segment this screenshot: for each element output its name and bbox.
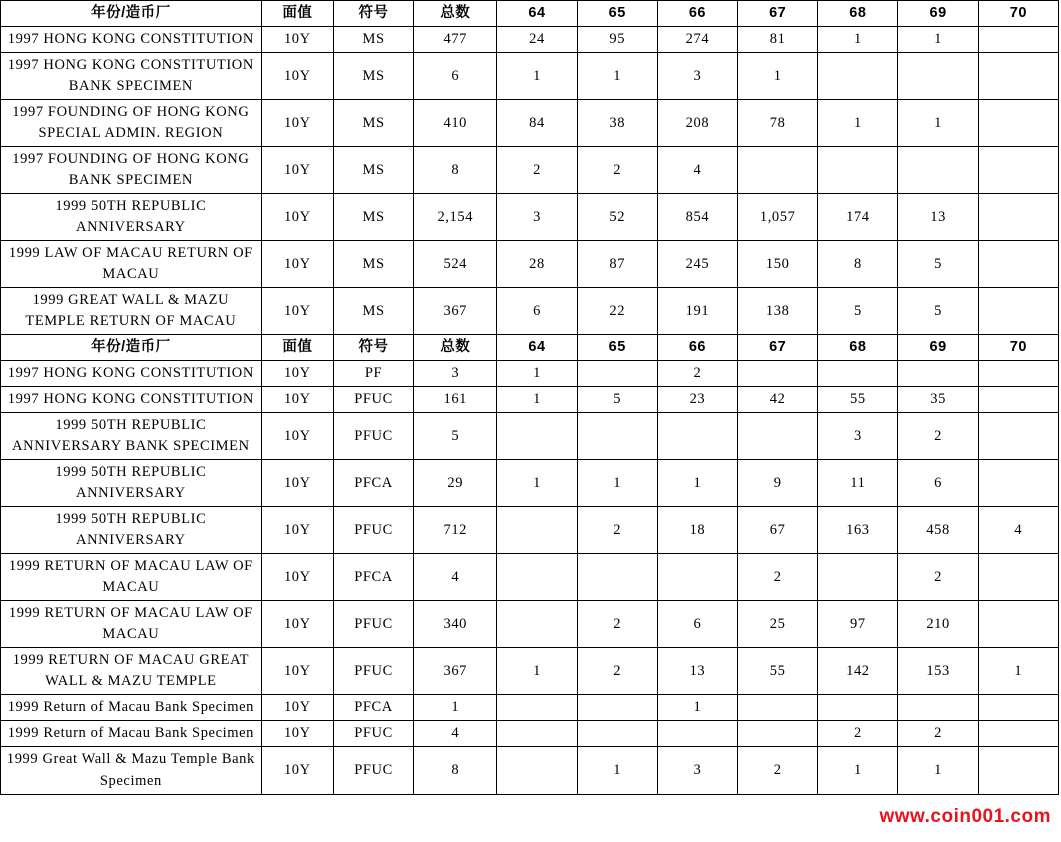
column-header-5: 65 bbox=[577, 335, 657, 361]
cell-value-10 bbox=[978, 695, 1058, 721]
cell-value-5 bbox=[577, 554, 657, 601]
cell-value-6: 1 bbox=[657, 460, 737, 507]
cell-value-4: 28 bbox=[497, 241, 577, 288]
cell-value-6: 6 bbox=[657, 601, 737, 648]
cell-value-7: 2 bbox=[738, 747, 818, 794]
cell-value-2: MS bbox=[333, 194, 413, 241]
cell-value-5: 2 bbox=[577, 147, 657, 194]
cell-value-6 bbox=[657, 413, 737, 460]
cell-value-7: 138 bbox=[738, 288, 818, 335]
column-header-3: 总数 bbox=[414, 335, 497, 361]
cell-value-10 bbox=[978, 288, 1058, 335]
column-header-4: 64 bbox=[497, 335, 577, 361]
cell-value-2: PFCA bbox=[333, 695, 413, 721]
cell-value-5: 1 bbox=[577, 53, 657, 100]
cell-coin-name: 1999 Return of Macau Bank Specimen bbox=[1, 695, 262, 721]
table-row bbox=[1, 747, 1059, 794]
cell-value-5: 2 bbox=[577, 507, 657, 554]
cell-value-8 bbox=[818, 53, 898, 100]
cell-value-10 bbox=[978, 747, 1058, 794]
cell-value-9: 35 bbox=[898, 387, 978, 413]
cell-value-4: 2 bbox=[497, 147, 577, 194]
column-header-5: 65 bbox=[577, 1, 657, 27]
cell-value-9 bbox=[898, 361, 978, 387]
column-header-7: 67 bbox=[738, 1, 818, 27]
cell-value-4 bbox=[497, 695, 577, 721]
cell-value-2: PF bbox=[333, 361, 413, 387]
cell-value-7 bbox=[738, 721, 818, 747]
cell-value-1: 10Y bbox=[261, 147, 333, 194]
cell-value-3: 8 bbox=[414, 747, 497, 794]
cell-value-8: 1 bbox=[818, 100, 898, 147]
cell-value-8: 142 bbox=[818, 648, 898, 695]
cell-coin-name: 1997 FOUNDING OF HONG KONG SPECIAL ADMIN. REGION bbox=[1, 100, 262, 147]
cell-value-5: 5 bbox=[577, 387, 657, 413]
cell-value-8: 174 bbox=[818, 194, 898, 241]
column-header-1: 面值 bbox=[261, 335, 333, 361]
cell-value-1: 10Y bbox=[261, 194, 333, 241]
cell-value-6: 13 bbox=[657, 648, 737, 695]
column-header-6: 66 bbox=[657, 335, 737, 361]
cell-value-2: PFUC bbox=[333, 601, 413, 648]
cell-value-3: 410 bbox=[414, 100, 497, 147]
cell-value-6: 18 bbox=[657, 507, 737, 554]
cell-value-1: 10Y bbox=[261, 460, 333, 507]
cell-value-8 bbox=[818, 361, 898, 387]
cell-coin-name: 1997 HONG KONG CONSTITUTION bbox=[1, 27, 262, 53]
cell-value-7: 150 bbox=[738, 241, 818, 288]
cell-value-10 bbox=[978, 27, 1058, 53]
cell-value-2: PFUC bbox=[333, 721, 413, 747]
cell-value-7: 25 bbox=[738, 601, 818, 648]
cell-value-9 bbox=[898, 147, 978, 194]
cell-coin-name: 1999 GREAT WALL & MAZU TEMPLE RETURN OF MACAU bbox=[1, 288, 262, 335]
cell-value-5 bbox=[577, 413, 657, 460]
cell-value-5: 38 bbox=[577, 100, 657, 147]
cell-value-7: 2 bbox=[738, 554, 818, 601]
cell-value-2: MS bbox=[333, 27, 413, 53]
cell-coin-name: 1999 50TH REPUBLIC ANNIVERSARY bbox=[1, 194, 262, 241]
cell-value-6: 2 bbox=[657, 361, 737, 387]
cell-coin-name: 1999 RETURN OF MACAU LAW OF MACAU bbox=[1, 601, 262, 648]
cell-value-1: 10Y bbox=[261, 648, 333, 695]
table-row bbox=[1, 648, 1059, 695]
cell-value-5: 1 bbox=[577, 460, 657, 507]
table-row bbox=[1, 288, 1059, 335]
cell-value-10 bbox=[978, 554, 1058, 601]
cell-value-7 bbox=[738, 413, 818, 460]
cell-value-4: 1 bbox=[497, 53, 577, 100]
column-header-2: 符号 bbox=[333, 335, 413, 361]
cell-value-10 bbox=[978, 387, 1058, 413]
cell-coin-name: 1997 HONG KONG CONSTITUTION BANK SPECIMEN bbox=[1, 53, 262, 100]
cell-value-9: 1 bbox=[898, 747, 978, 794]
cell-value-1: 10Y bbox=[261, 601, 333, 648]
cell-coin-name: 1999 50TH REPUBLIC ANNIVERSARY bbox=[1, 460, 262, 507]
cell-value-2: MS bbox=[333, 147, 413, 194]
cell-value-2: MS bbox=[333, 100, 413, 147]
cell-value-5: 1 bbox=[577, 747, 657, 794]
cell-value-10 bbox=[978, 361, 1058, 387]
cell-value-3: 712 bbox=[414, 507, 497, 554]
cell-value-3: 4 bbox=[414, 721, 497, 747]
table-row bbox=[1, 387, 1059, 413]
watermark: www.coin001.com bbox=[879, 806, 1051, 827]
column-header-6: 66 bbox=[657, 1, 737, 27]
cell-coin-name: 1999 50TH REPUBLIC ANNIVERSARY BANK SPECIMEN bbox=[1, 413, 262, 460]
cell-value-9: 5 bbox=[898, 241, 978, 288]
cell-value-9: 2 bbox=[898, 413, 978, 460]
column-header-year-mint: 年份/造币厂 bbox=[1, 335, 262, 361]
cell-value-8: 5 bbox=[818, 288, 898, 335]
cell-value-2: PFUC bbox=[333, 413, 413, 460]
cell-value-1: 10Y bbox=[261, 413, 333, 460]
cell-value-7: 42 bbox=[738, 387, 818, 413]
cell-value-6: 3 bbox=[657, 747, 737, 794]
cell-value-4: 1 bbox=[497, 387, 577, 413]
cell-value-6: 4 bbox=[657, 147, 737, 194]
table-row bbox=[1, 27, 1059, 53]
cell-value-8: 1 bbox=[818, 747, 898, 794]
table-row bbox=[1, 241, 1059, 288]
cell-value-10 bbox=[978, 53, 1058, 100]
cell-value-3: 340 bbox=[414, 601, 497, 648]
cell-value-6: 854 bbox=[657, 194, 737, 241]
table-row bbox=[1, 601, 1059, 648]
cell-value-8 bbox=[818, 554, 898, 601]
cell-value-3: 3 bbox=[414, 361, 497, 387]
cell-value-2: PFUC bbox=[333, 747, 413, 794]
column-header-year-mint: 年份/造币厂 bbox=[1, 1, 262, 27]
cell-value-1: 10Y bbox=[261, 53, 333, 100]
cell-value-7: 78 bbox=[738, 100, 818, 147]
table-row bbox=[1, 53, 1059, 100]
cell-coin-name: 1999 RETURN OF MACAU GREAT WALL & MAZU TEMPLE bbox=[1, 648, 262, 695]
cell-value-3: 6 bbox=[414, 53, 497, 100]
column-header-8: 68 bbox=[818, 1, 898, 27]
cell-value-7: 55 bbox=[738, 648, 818, 695]
column-header-9: 69 bbox=[898, 1, 978, 27]
cell-value-3: 524 bbox=[414, 241, 497, 288]
cell-value-6: 245 bbox=[657, 241, 737, 288]
cell-value-2: PFUC bbox=[333, 648, 413, 695]
cell-value-1: 10Y bbox=[261, 554, 333, 601]
cell-value-7: 9 bbox=[738, 460, 818, 507]
cell-value-3: 367 bbox=[414, 648, 497, 695]
cell-value-1: 10Y bbox=[261, 507, 333, 554]
cell-value-7 bbox=[738, 361, 818, 387]
cell-value-8 bbox=[818, 147, 898, 194]
cell-value-9: 6 bbox=[898, 460, 978, 507]
cell-value-5: 22 bbox=[577, 288, 657, 335]
cell-value-4 bbox=[497, 601, 577, 648]
cell-value-6: 1 bbox=[657, 695, 737, 721]
cell-value-9: 458 bbox=[898, 507, 978, 554]
cell-value-8: 163 bbox=[818, 507, 898, 554]
cell-value-1: 10Y bbox=[261, 100, 333, 147]
table-row bbox=[1, 507, 1059, 554]
table-row bbox=[1, 695, 1059, 721]
cell-value-10 bbox=[978, 721, 1058, 747]
cell-value-3: 367 bbox=[414, 288, 497, 335]
cell-value-3: 4 bbox=[414, 554, 497, 601]
cell-value-4: 24 bbox=[497, 27, 577, 53]
cell-value-9: 153 bbox=[898, 648, 978, 695]
cell-value-6: 208 bbox=[657, 100, 737, 147]
cell-value-4: 84 bbox=[497, 100, 577, 147]
column-header-1: 面值 bbox=[261, 1, 333, 27]
cell-value-4 bbox=[497, 554, 577, 601]
cell-value-9 bbox=[898, 53, 978, 100]
cell-value-4: 3 bbox=[497, 194, 577, 241]
cell-value-10 bbox=[978, 194, 1058, 241]
cell-value-6: 191 bbox=[657, 288, 737, 335]
cell-value-8: 3 bbox=[818, 413, 898, 460]
cell-value-1: 10Y bbox=[261, 747, 333, 794]
cell-value-10 bbox=[978, 460, 1058, 507]
cell-value-5 bbox=[577, 721, 657, 747]
cell-value-5: 2 bbox=[577, 601, 657, 648]
cell-value-2: MS bbox=[333, 53, 413, 100]
cell-value-9 bbox=[898, 695, 978, 721]
cell-value-10 bbox=[978, 413, 1058, 460]
cell-value-10 bbox=[978, 147, 1058, 194]
cell-value-6 bbox=[657, 554, 737, 601]
cell-value-9: 2 bbox=[898, 554, 978, 601]
table-row bbox=[1, 147, 1059, 194]
cell-value-5: 2 bbox=[577, 648, 657, 695]
table-row bbox=[1, 194, 1059, 241]
cell-value-2: PFUC bbox=[333, 507, 413, 554]
cell-value-4 bbox=[497, 413, 577, 460]
cell-value-4 bbox=[497, 507, 577, 554]
cell-value-7: 1,057 bbox=[738, 194, 818, 241]
table-row bbox=[1, 361, 1059, 387]
cell-value-6: 274 bbox=[657, 27, 737, 53]
cell-value-4 bbox=[497, 721, 577, 747]
column-header-10: 70 bbox=[978, 1, 1058, 27]
cell-coin-name: 1999 50TH REPUBLIC ANNIVERSARY bbox=[1, 507, 262, 554]
cell-value-10 bbox=[978, 241, 1058, 288]
cell-value-1: 10Y bbox=[261, 721, 333, 747]
cell-value-8 bbox=[818, 695, 898, 721]
table-row bbox=[1, 413, 1059, 460]
cell-value-1: 10Y bbox=[261, 361, 333, 387]
cell-value-3: 2,154 bbox=[414, 194, 497, 241]
cell-value-1: 10Y bbox=[261, 288, 333, 335]
cell-value-8: 8 bbox=[818, 241, 898, 288]
table-header-row bbox=[1, 1, 1059, 27]
cell-coin-name: 1997 HONG KONG CONSTITUTION bbox=[1, 361, 262, 387]
column-header-8: 68 bbox=[818, 335, 898, 361]
cell-value-9: 1 bbox=[898, 27, 978, 53]
cell-value-6 bbox=[657, 721, 737, 747]
cell-value-4: 6 bbox=[497, 288, 577, 335]
cell-coin-name: 1997 FOUNDING OF HONG KONG BANK SPECIMEN bbox=[1, 147, 262, 194]
table-row bbox=[1, 721, 1059, 747]
cell-value-2: PFCA bbox=[333, 460, 413, 507]
cell-value-3: 8 bbox=[414, 147, 497, 194]
cell-value-9: 5 bbox=[898, 288, 978, 335]
cell-coin-name: 1999 LAW OF MACAU RETURN OF MACAU bbox=[1, 241, 262, 288]
cell-value-7 bbox=[738, 695, 818, 721]
table-body bbox=[1, 1, 1059, 795]
cell-value-3: 5 bbox=[414, 413, 497, 460]
cell-value-9: 1 bbox=[898, 100, 978, 147]
cell-value-5: 95 bbox=[577, 27, 657, 53]
cell-value-7: 67 bbox=[738, 507, 818, 554]
cell-value-4: 1 bbox=[497, 361, 577, 387]
cell-value-1: 10Y bbox=[261, 387, 333, 413]
table-row bbox=[1, 554, 1059, 601]
cell-coin-name: 1999 RETURN OF MACAU LAW OF MACAU bbox=[1, 554, 262, 601]
cell-value-9: 2 bbox=[898, 721, 978, 747]
cell-value-7 bbox=[738, 147, 818, 194]
column-header-7: 67 bbox=[738, 335, 818, 361]
cell-value-8: 2 bbox=[818, 721, 898, 747]
cell-value-5: 52 bbox=[577, 194, 657, 241]
cell-value-8: 1 bbox=[818, 27, 898, 53]
cell-value-2: PFUC bbox=[333, 387, 413, 413]
cell-value-9: 210 bbox=[898, 601, 978, 648]
cell-value-5 bbox=[577, 361, 657, 387]
cell-coin-name: 1997 HONG KONG CONSTITUTION bbox=[1, 387, 262, 413]
column-header-4: 64 bbox=[497, 1, 577, 27]
cell-value-9: 13 bbox=[898, 194, 978, 241]
cell-value-3: 1 bbox=[414, 695, 497, 721]
cell-value-3: 161 bbox=[414, 387, 497, 413]
table-header-row bbox=[1, 335, 1059, 361]
cell-value-3: 477 bbox=[414, 27, 497, 53]
cell-value-3: 29 bbox=[414, 460, 497, 507]
cell-value-6: 23 bbox=[657, 387, 737, 413]
cell-coin-name: 1999 Return of Macau Bank Specimen bbox=[1, 721, 262, 747]
cell-value-8: 97 bbox=[818, 601, 898, 648]
column-header-10: 70 bbox=[978, 335, 1058, 361]
table-row bbox=[1, 460, 1059, 507]
cell-value-4: 1 bbox=[497, 648, 577, 695]
cell-value-5 bbox=[577, 695, 657, 721]
cell-value-4: 1 bbox=[497, 460, 577, 507]
cell-value-2: MS bbox=[333, 241, 413, 288]
column-header-3: 总数 bbox=[414, 1, 497, 27]
cell-value-10 bbox=[978, 100, 1058, 147]
cell-value-6: 3 bbox=[657, 53, 737, 100]
cell-value-2: MS bbox=[333, 288, 413, 335]
cell-value-10: 1 bbox=[978, 648, 1058, 695]
table-row bbox=[1, 100, 1059, 147]
cell-value-10 bbox=[978, 601, 1058, 648]
cell-value-1: 10Y bbox=[261, 241, 333, 288]
cell-value-1: 10Y bbox=[261, 695, 333, 721]
cell-value-1: 10Y bbox=[261, 27, 333, 53]
cell-value-7: 1 bbox=[738, 53, 818, 100]
cell-value-5: 87 bbox=[577, 241, 657, 288]
cell-value-8: 11 bbox=[818, 460, 898, 507]
cell-value-8: 55 bbox=[818, 387, 898, 413]
cell-value-4 bbox=[497, 747, 577, 794]
cell-value-7: 81 bbox=[738, 27, 818, 53]
cell-coin-name: 1999 Great Wall & Mazu Temple Bank Specimen bbox=[1, 747, 262, 794]
cell-value-10: 4 bbox=[978, 507, 1058, 554]
column-header-9: 69 bbox=[898, 335, 978, 361]
cell-value-2: PFCA bbox=[333, 554, 413, 601]
column-header-2: 符号 bbox=[333, 1, 413, 27]
